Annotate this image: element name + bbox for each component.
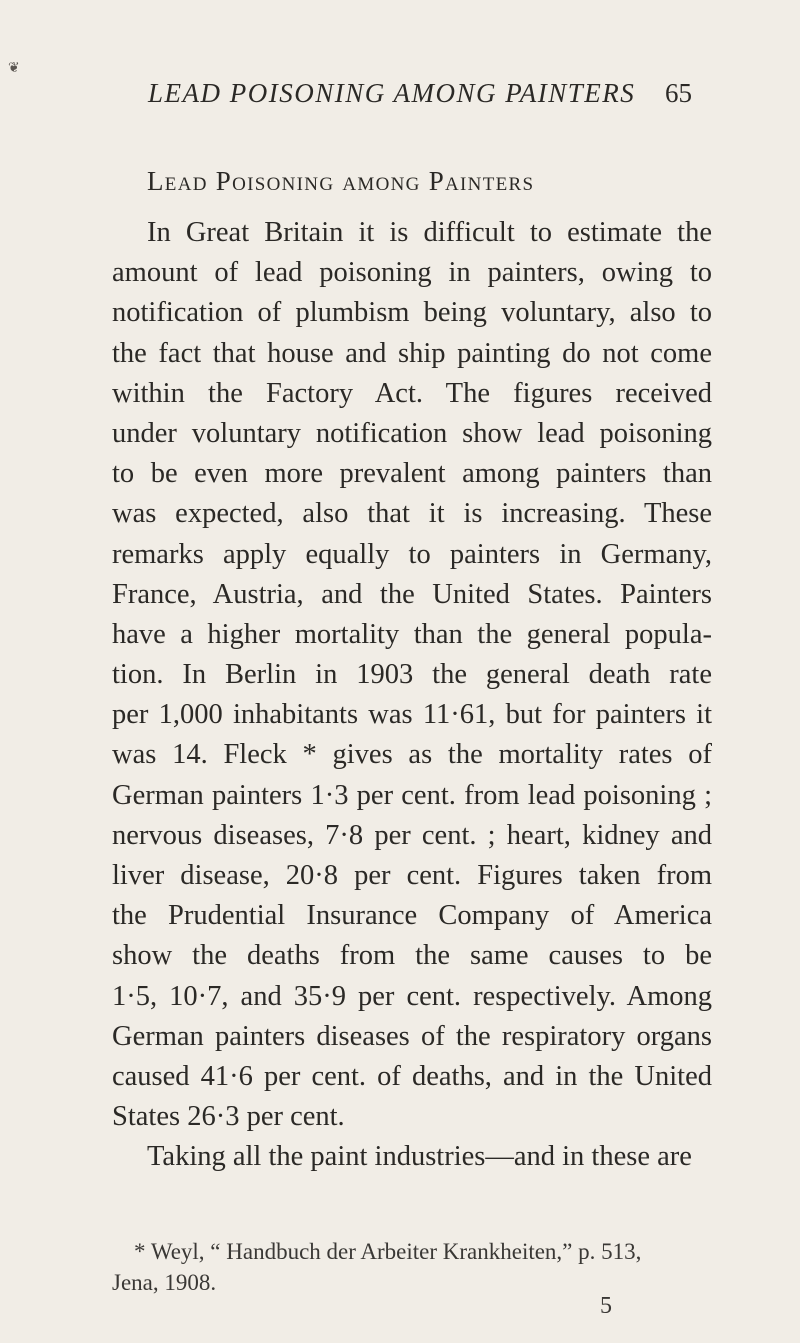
footnote-line: * Weyl, “ Handbuch der Arbeiter Krankheiten,” p. 513, <box>134 1239 642 1264</box>
footnote-line: Jena, 1908. <box>112 1270 217 1295</box>
paragraph-line: the fact that house and ship painting do not come <box>112 337 712 369</box>
paragraph-line: liver disease, 20·8 per cent. Figures taken from <box>112 860 712 891</box>
paragraph-line: within the Factory Act. The figures received <box>112 377 712 409</box>
paragraph-line: States 26·3 per cent. <box>112 1101 345 1133</box>
paragraph-line: to be even more prevalent among painters than <box>112 458 712 490</box>
paragraph-line: remarks apply equally to painters in Germany, <box>112 538 712 570</box>
paragraph-line: In Great Britain it is difficult to estimate the <box>147 217 712 248</box>
paragraph-line: notification of plumbism being voluntary, also to <box>112 297 712 329</box>
paragraph-line: under voluntary notification show lead poisoning <box>112 417 712 449</box>
paragraph-line: 1·5, 10·7, and 35·9 per cent. respectively. Among <box>112 980 712 1012</box>
paragraph-line: per 1,000 inhabitants was 11·61, but for painters it <box>112 699 712 731</box>
margin-ink-mark: ❦ <box>8 61 20 76</box>
paragraph-line: caused 41·6 per cent. of deaths, and in the United <box>112 1060 712 1092</box>
paragraph-line: show the deaths from the same causes to be <box>112 940 712 972</box>
paragraph-line: the Prudential Insurance Company of America <box>112 900 712 932</box>
paragraph-line: German painters 1·3 per cent. from lead poisoning ; <box>112 779 712 811</box>
running-head: LEAD POISONING AMONG PAINTERS <box>148 78 636 108</box>
paragraph-line: was 14. Fleck * gives as the mortality rates of <box>112 739 712 771</box>
body-text <box>112 213 712 1178</box>
paragraph-line: tion. In Berlin in 1903 the general death rate <box>112 659 712 691</box>
signature-mark: 5 <box>600 1293 612 1319</box>
page-number: 65 <box>665 78 692 108</box>
paragraph-line: nervous diseases, 7·8 per cent. ; heart, kidney and <box>112 819 712 851</box>
paragraph-line: German painters diseases of the respiratory organs <box>112 1020 712 1052</box>
paragraph-line: amount of lead poisoning in painters, owing to <box>112 257 712 289</box>
paragraph-line: France, Austria, and the United States. Painters <box>112 578 712 610</box>
next-paragraph-line: Taking all the paint industries—and in these are <box>147 1141 692 1173</box>
section-title: Lead Poisoning among Painters <box>147 166 535 196</box>
footnote <box>112 1236 712 1298</box>
paragraph-line: was expected, also that it is increasing. These <box>112 498 712 530</box>
paragraph-line: have a higher mortality than the general popula- <box>112 618 712 650</box>
